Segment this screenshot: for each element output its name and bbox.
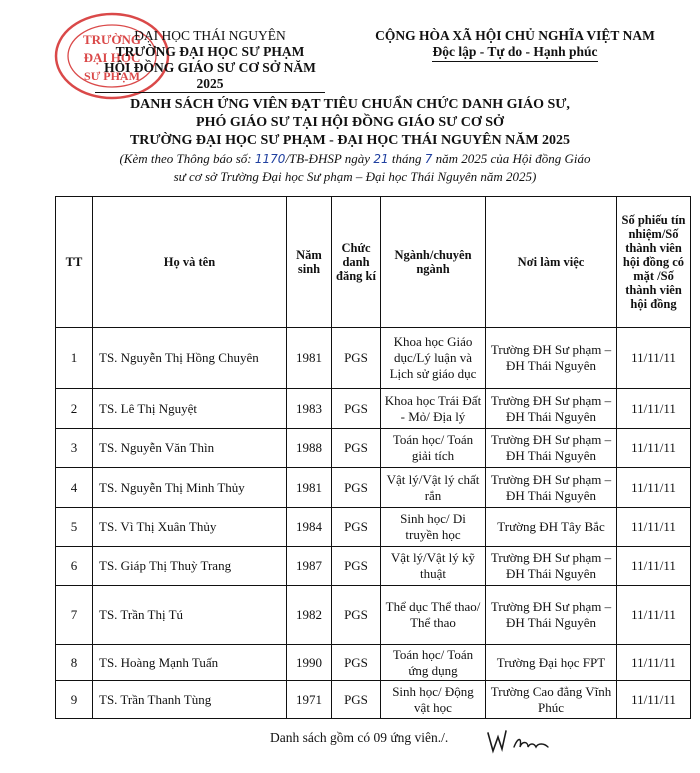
cell-year: 1987 — [287, 547, 332, 586]
cell-field: Khoa học Trái Đất - Mỏ/ Địa lý — [381, 389, 486, 429]
cell-title: PGS — [332, 586, 381, 645]
header-year: Năm sinh — [287, 197, 332, 328]
signature-mark — [484, 727, 554, 757]
cell-votes: 11/11/11 — [617, 429, 691, 468]
cell-workplace: Trường ĐH Sư phạm – ĐH Thái Nguyên — [486, 389, 617, 429]
cell-name: TS. Lê Thị Nguyệt — [93, 389, 287, 429]
cell-votes: 11/11/11 — [617, 508, 691, 547]
cell-workplace: Trường ĐH Sư phạm – ĐH Thái Nguyên — [486, 547, 617, 586]
cell-tt: 8 — [56, 645, 93, 681]
issuer-line-2: TRƯỜNG ĐẠI HỌC SƯ PHẠM — [115, 44, 305, 59]
cell-field: Thể dục Thể thao/ Thể thao — [381, 586, 486, 645]
table-row — [56, 681, 691, 719]
cell-workplace: Trường ĐH Tây Bắc — [486, 508, 617, 547]
issuer-line-1: ĐẠI HỌC THÁI NGUYÊN — [134, 28, 286, 43]
notice-month: 7 — [424, 152, 433, 166]
table-row — [56, 645, 691, 681]
cell-name: TS. Giáp Thị Thuỳ Trang — [93, 547, 287, 586]
cell-title: PGS — [332, 547, 381, 586]
national-motto: Độc lập - Tự do - Hạnh phúc — [432, 44, 597, 62]
cell-votes: 11/11/11 — [617, 547, 691, 586]
cell-year: 1984 — [287, 508, 332, 547]
table-row — [56, 468, 691, 508]
footer-note: Danh sách gồm có 09 ứng viên./. — [270, 730, 449, 745]
cell-year: 1982 — [287, 586, 332, 645]
subtitle-part-4: năm 2025 của Hội đồng Giáo — [435, 151, 591, 166]
cell-name: TS. Nguyễn Thị Minh Thủy — [93, 468, 287, 508]
cell-votes: 11/11/11 — [617, 586, 691, 645]
cell-tt: 6 — [56, 547, 93, 586]
cell-votes: 11/11/11 — [617, 645, 691, 681]
cell-workplace: Trường Cao đẳng Vĩnh Phúc — [486, 681, 617, 719]
cell-tt: 7 — [56, 586, 93, 645]
national-header — [355, 28, 675, 62]
national-title: CỘNG HÒA XÃ HỘI CHỦ NGHĨA VIỆT NAM — [375, 28, 655, 43]
cell-name: TS. Nguyễn Văn Thìn — [93, 429, 287, 468]
stamp-line-2: ĐẠI HỌC — [83, 50, 141, 65]
header-name: Họ và tên — [93, 197, 287, 328]
header-workplace: Nơi làm việc — [486, 197, 617, 328]
stamp-line-1: TRƯỜNG — [82, 32, 142, 47]
cell-field: Toán học/ Toán giải tích — [381, 429, 486, 468]
table-row — [56, 429, 691, 468]
cell-votes: 11/11/11 — [617, 328, 691, 389]
table-row — [56, 586, 691, 645]
cell-title: PGS — [332, 389, 381, 429]
notice-number: 1170 — [254, 152, 286, 166]
cell-year: 1981 — [287, 328, 332, 389]
cell-votes: 11/11/11 — [617, 681, 691, 719]
cell-title: PGS — [332, 645, 381, 681]
candidate-table — [55, 196, 691, 719]
cell-workplace: Trường ĐH Sư phạm – ĐH Thái Nguyên — [486, 429, 617, 468]
table-row — [56, 328, 691, 389]
header-votes: Số phiếu tín nhiệm/Số thành viên hội đồng có mặt /Số thành viên hội đồng — [617, 197, 691, 328]
table-row — [56, 389, 691, 429]
cell-name: TS. Trần Thị Tú — [93, 586, 287, 645]
table-row — [56, 547, 691, 586]
cell-field: Toán học/ Toán ứng dụng — [381, 645, 486, 681]
header-title: Chức danh đăng kí — [332, 197, 381, 328]
cell-field: Khoa học Giáo dục/Lý luận và Lịch sử giáo dục — [381, 328, 486, 389]
cell-name: TS. Trần Thanh Tùng — [93, 681, 287, 719]
subtitle-line-2: sư cơ sở Trường Đại học Sư phạm – Đại học Thái Nguyên năm 2025) — [173, 169, 537, 184]
cell-workplace: Trường ĐH Sư phạm – ĐH Thái Nguyên — [486, 328, 617, 389]
header-tt: TT — [56, 197, 93, 328]
table-header-row — [56, 197, 691, 328]
cell-title: PGS — [332, 429, 381, 468]
cell-tt: 3 — [56, 429, 93, 468]
cell-year: 1983 — [287, 389, 332, 429]
document-title-line-3: TRƯỜNG ĐẠI HỌC SƯ PHẠM - ĐẠI HỌC THÁI NGUYÊN NĂM 2025 — [129, 133, 571, 148]
document-title-line-2: PHÓ GIÁO SƯ TẠI HỘI ĐỒNG GIÁO SƯ CƠ SỞ — [196, 115, 504, 130]
issuer-header — [95, 28, 325, 93]
cell-tt: 1 — [56, 328, 93, 389]
cell-year: 1971 — [287, 681, 332, 719]
cell-name: TS. Nguyễn Thị Hồng Chuyên — [93, 328, 287, 389]
cell-title: PGS — [332, 508, 381, 547]
cell-tt: 2 — [56, 389, 93, 429]
cell-field: Sinh học/ Di truyền học — [381, 508, 486, 547]
cell-field: Vật lý/Vật lý chất rắn — [381, 468, 486, 508]
subtitle-part-1: (Kèm theo Thông báo số: — [119, 151, 252, 166]
cell-title: PGS — [332, 328, 381, 389]
cell-name: TS. Vì Thị Xuân Thủy — [93, 508, 287, 547]
cell-tt: 4 — [56, 468, 93, 508]
cell-name: TS. Hoàng Mạnh Tuấn — [93, 645, 287, 681]
header-field: Ngành/chuyên ngành — [381, 197, 486, 328]
cell-workplace: Trường Đại học FPT — [486, 645, 617, 681]
cell-workplace: Trường ĐH Sư phạm – ĐH Thái Nguyên — [486, 468, 617, 508]
cell-votes: 11/11/11 — [617, 389, 691, 429]
cell-field: Vật lý/Vật lý kỹ thuật — [381, 547, 486, 586]
subtitle-part-3: tháng — [391, 151, 422, 166]
stamp-line-3: SƯ PHẠM — [84, 69, 140, 83]
cell-tt: 9 — [56, 681, 93, 719]
notice-day: 21 — [373, 152, 389, 166]
table-row — [56, 508, 691, 547]
cell-votes: 11/11/11 — [617, 468, 691, 508]
cell-title: PGS — [332, 468, 381, 508]
document-title-line-1: DANH SÁCH ỨNG VIÊN ĐẠT TIÊU CHUẨN CHỨC DANH GIÁO SƯ, — [130, 97, 570, 112]
subtitle-part-2: /TB-ĐHSP ngày — [285, 151, 371, 166]
cell-title: PGS — [332, 681, 381, 719]
cell-year: 1990 — [287, 645, 332, 681]
cell-workplace: Trường ĐH Sư phạm – ĐH Thái Nguyên — [486, 586, 617, 645]
cell-field: Sinh học/ Động vật học — [381, 681, 486, 719]
issuer-line-3: HỘI ĐỒNG GIÁO SƯ CƠ SỞ NĂM 2025 — [95, 60, 325, 93]
cell-year: 1981 — [287, 468, 332, 508]
cell-tt: 5 — [56, 508, 93, 547]
cell-year: 1988 — [287, 429, 332, 468]
document-subtitle — [95, 150, 615, 186]
